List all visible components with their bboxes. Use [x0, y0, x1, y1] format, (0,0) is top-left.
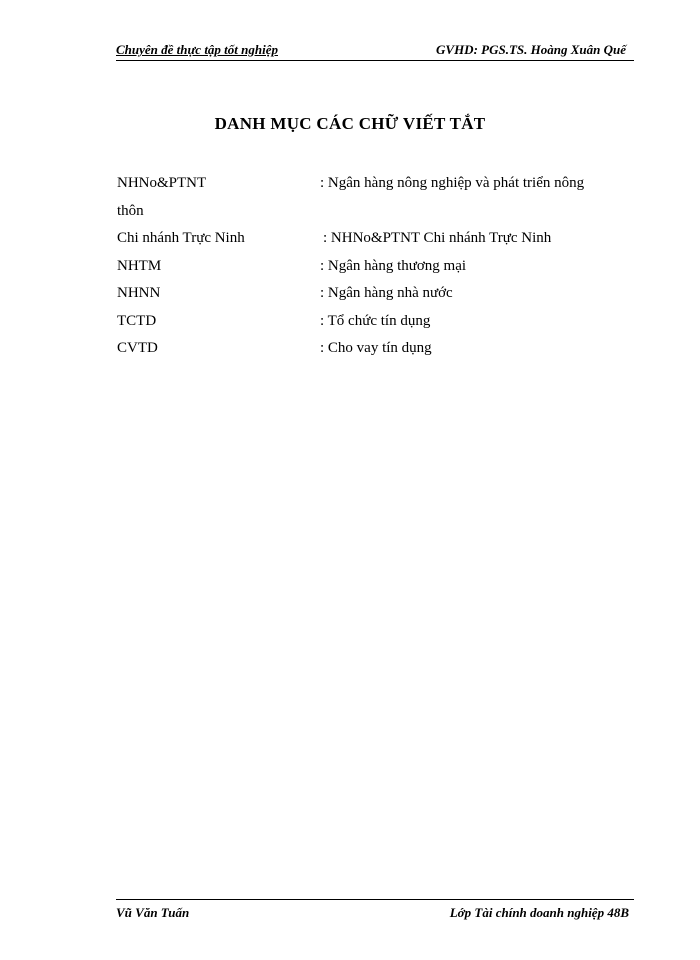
abbreviation-term: CVTD: [117, 340, 158, 356]
abbreviation-row: [117, 337, 637, 365]
abbreviation-term: NHNN: [117, 285, 161, 301]
abbreviation-definition: : Ngân hàng nông nghiệp và phát triển nông: [320, 175, 585, 191]
abbreviation-row: [117, 255, 637, 283]
abbreviation-term: NHNo&PTNT: [117, 175, 207, 191]
abbreviation-term: TCTD: [117, 312, 157, 329]
header-document-type: Chuyên đề thực tập tốt nghiệp: [116, 42, 278, 57]
abbreviation-term: thôn: [117, 202, 144, 219]
abbreviation-row-continuation: [117, 200, 637, 228]
abbreviation-definition: : Ngân hàng thương mại: [320, 257, 467, 274]
footer-class: Lớp Tài chính doanh nghiệp 48B: [449, 905, 629, 920]
abbreviation-definition: : NHNo&PTNT Chi nhánh Trực Ninh: [323, 230, 552, 246]
abbreviation-term: Chi nhánh Trực Ninh: [117, 230, 245, 246]
abbreviation-row: [117, 227, 637, 255]
page-footer: [116, 899, 634, 920]
abbreviation-definition: : Tổ chức tín dụng: [320, 312, 431, 329]
header-supervisor: GVHD: PGS.TS. Hoàng Xuân Quế: [436, 42, 626, 57]
abbreviation-list: [117, 172, 637, 365]
abbreviation-row: [117, 310, 637, 338]
abbreviation-row: [117, 172, 637, 200]
abbreviation-row: [117, 282, 637, 310]
abbreviation-definition: : Ngân hàng nhà nước: [320, 285, 453, 301]
page-title: DANH MỤC CÁC CHỮ VIẾT TẮT: [214, 114, 486, 133]
abbreviation-definition: : Cho vay tín dụng: [320, 340, 432, 356]
abbreviation-term: NHTM: [117, 257, 162, 274]
page-header: [116, 40, 634, 61]
footer-author: Vũ Văn Tuấn: [116, 905, 190, 920]
